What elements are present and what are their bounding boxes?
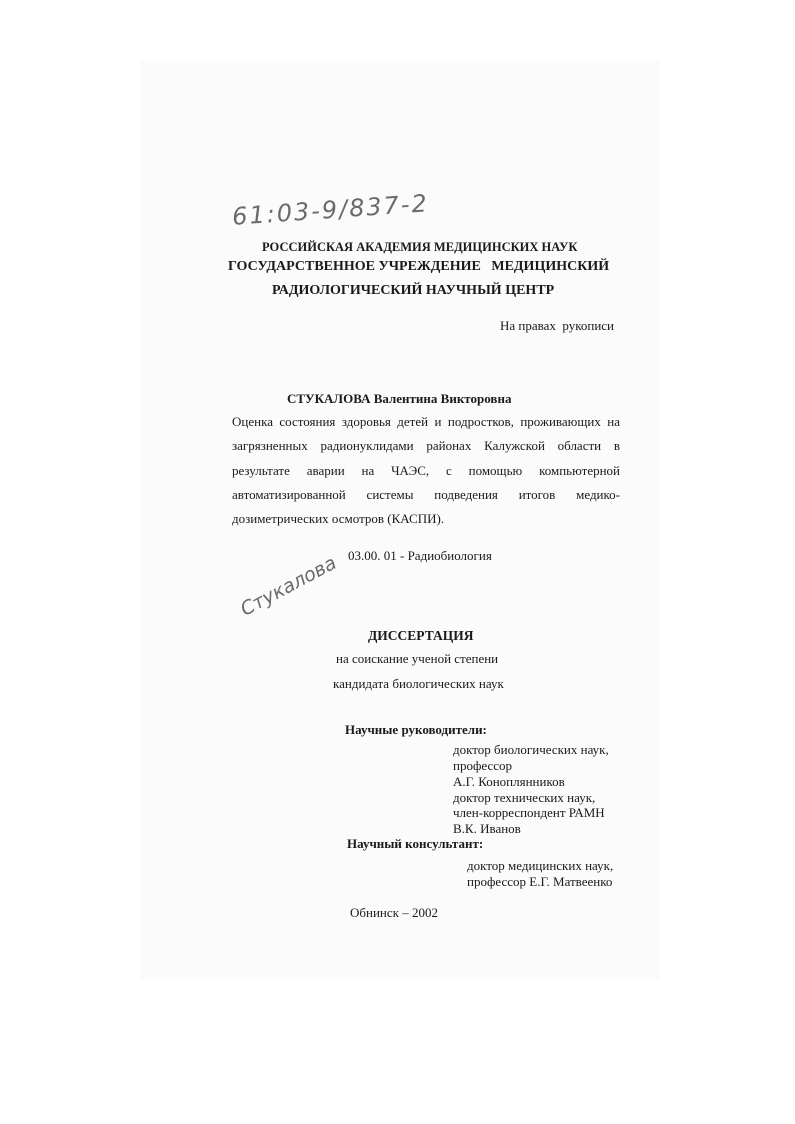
consultant-heading: Научный консультант:	[347, 836, 484, 851]
degree-line-1: на соискание ученой степени	[336, 651, 499, 666]
supervisor-line: профессор	[453, 758, 513, 773]
supervisor-line: доктор биологических наук,	[453, 742, 609, 757]
thesis-title-line: автоматизированной системы подведения итогов медико-	[232, 487, 620, 502]
author-name: СТУКАЛОВА Валентина Викторовна	[287, 391, 512, 406]
thesis-title-line: Оценка состояния здоровья детей и подростков, проживающих на	[232, 414, 620, 429]
institution-line-2: РАДИОЛОГИЧЕСКИЙ НАУЧНЫЙ ЦЕНТР	[272, 283, 555, 298]
catalog-number-handwritten: 61:03-9/837-2	[231, 189, 430, 231]
thesis-title-line: результате аварии на ЧАЭС, с помощью компьютерной	[232, 463, 620, 478]
degree-line-2: кандидата биологических наук	[333, 676, 504, 691]
supervisor-line: доктор технических наук,	[453, 790, 596, 805]
academy-name: РОССИЙСКАЯ АКАДЕМИЯ МЕДИЦИНСКИХ НАУК	[262, 240, 578, 254]
supervisor-line: член-корреспондент РАМН	[453, 805, 605, 820]
supervisor-line: А.Г. Коноплянников	[453, 774, 565, 789]
thesis-title-line: дозиметрических осмотров (КАСПИ).	[232, 511, 445, 526]
institution-line-1: ГОСУДАРСТВЕННОЕ УЧРЕЖДЕНИЕ МЕДИЦИНСКИЙ	[228, 259, 610, 274]
city-year: Обнинск – 2002	[350, 905, 438, 920]
consultant-line: профессор Е.Г. Матвеенко	[467, 874, 613, 889]
supervisors-heading: Научные руководители:	[345, 722, 487, 737]
supervisor-line: В.К. Иванов	[453, 821, 521, 836]
consultant-line: доктор медицинских наук,	[467, 858, 614, 873]
dissertation-heading: ДИССЕРТАЦИЯ	[368, 628, 474, 643]
author-signature: Стукалова	[236, 551, 341, 621]
specialty-code: 03.00. 01 - Радиобиология	[348, 548, 492, 563]
thesis-title-line: загрязненных радионуклидами районах Калужской области в	[232, 438, 620, 453]
manuscript-rights: На правах рукописи	[500, 318, 614, 333]
